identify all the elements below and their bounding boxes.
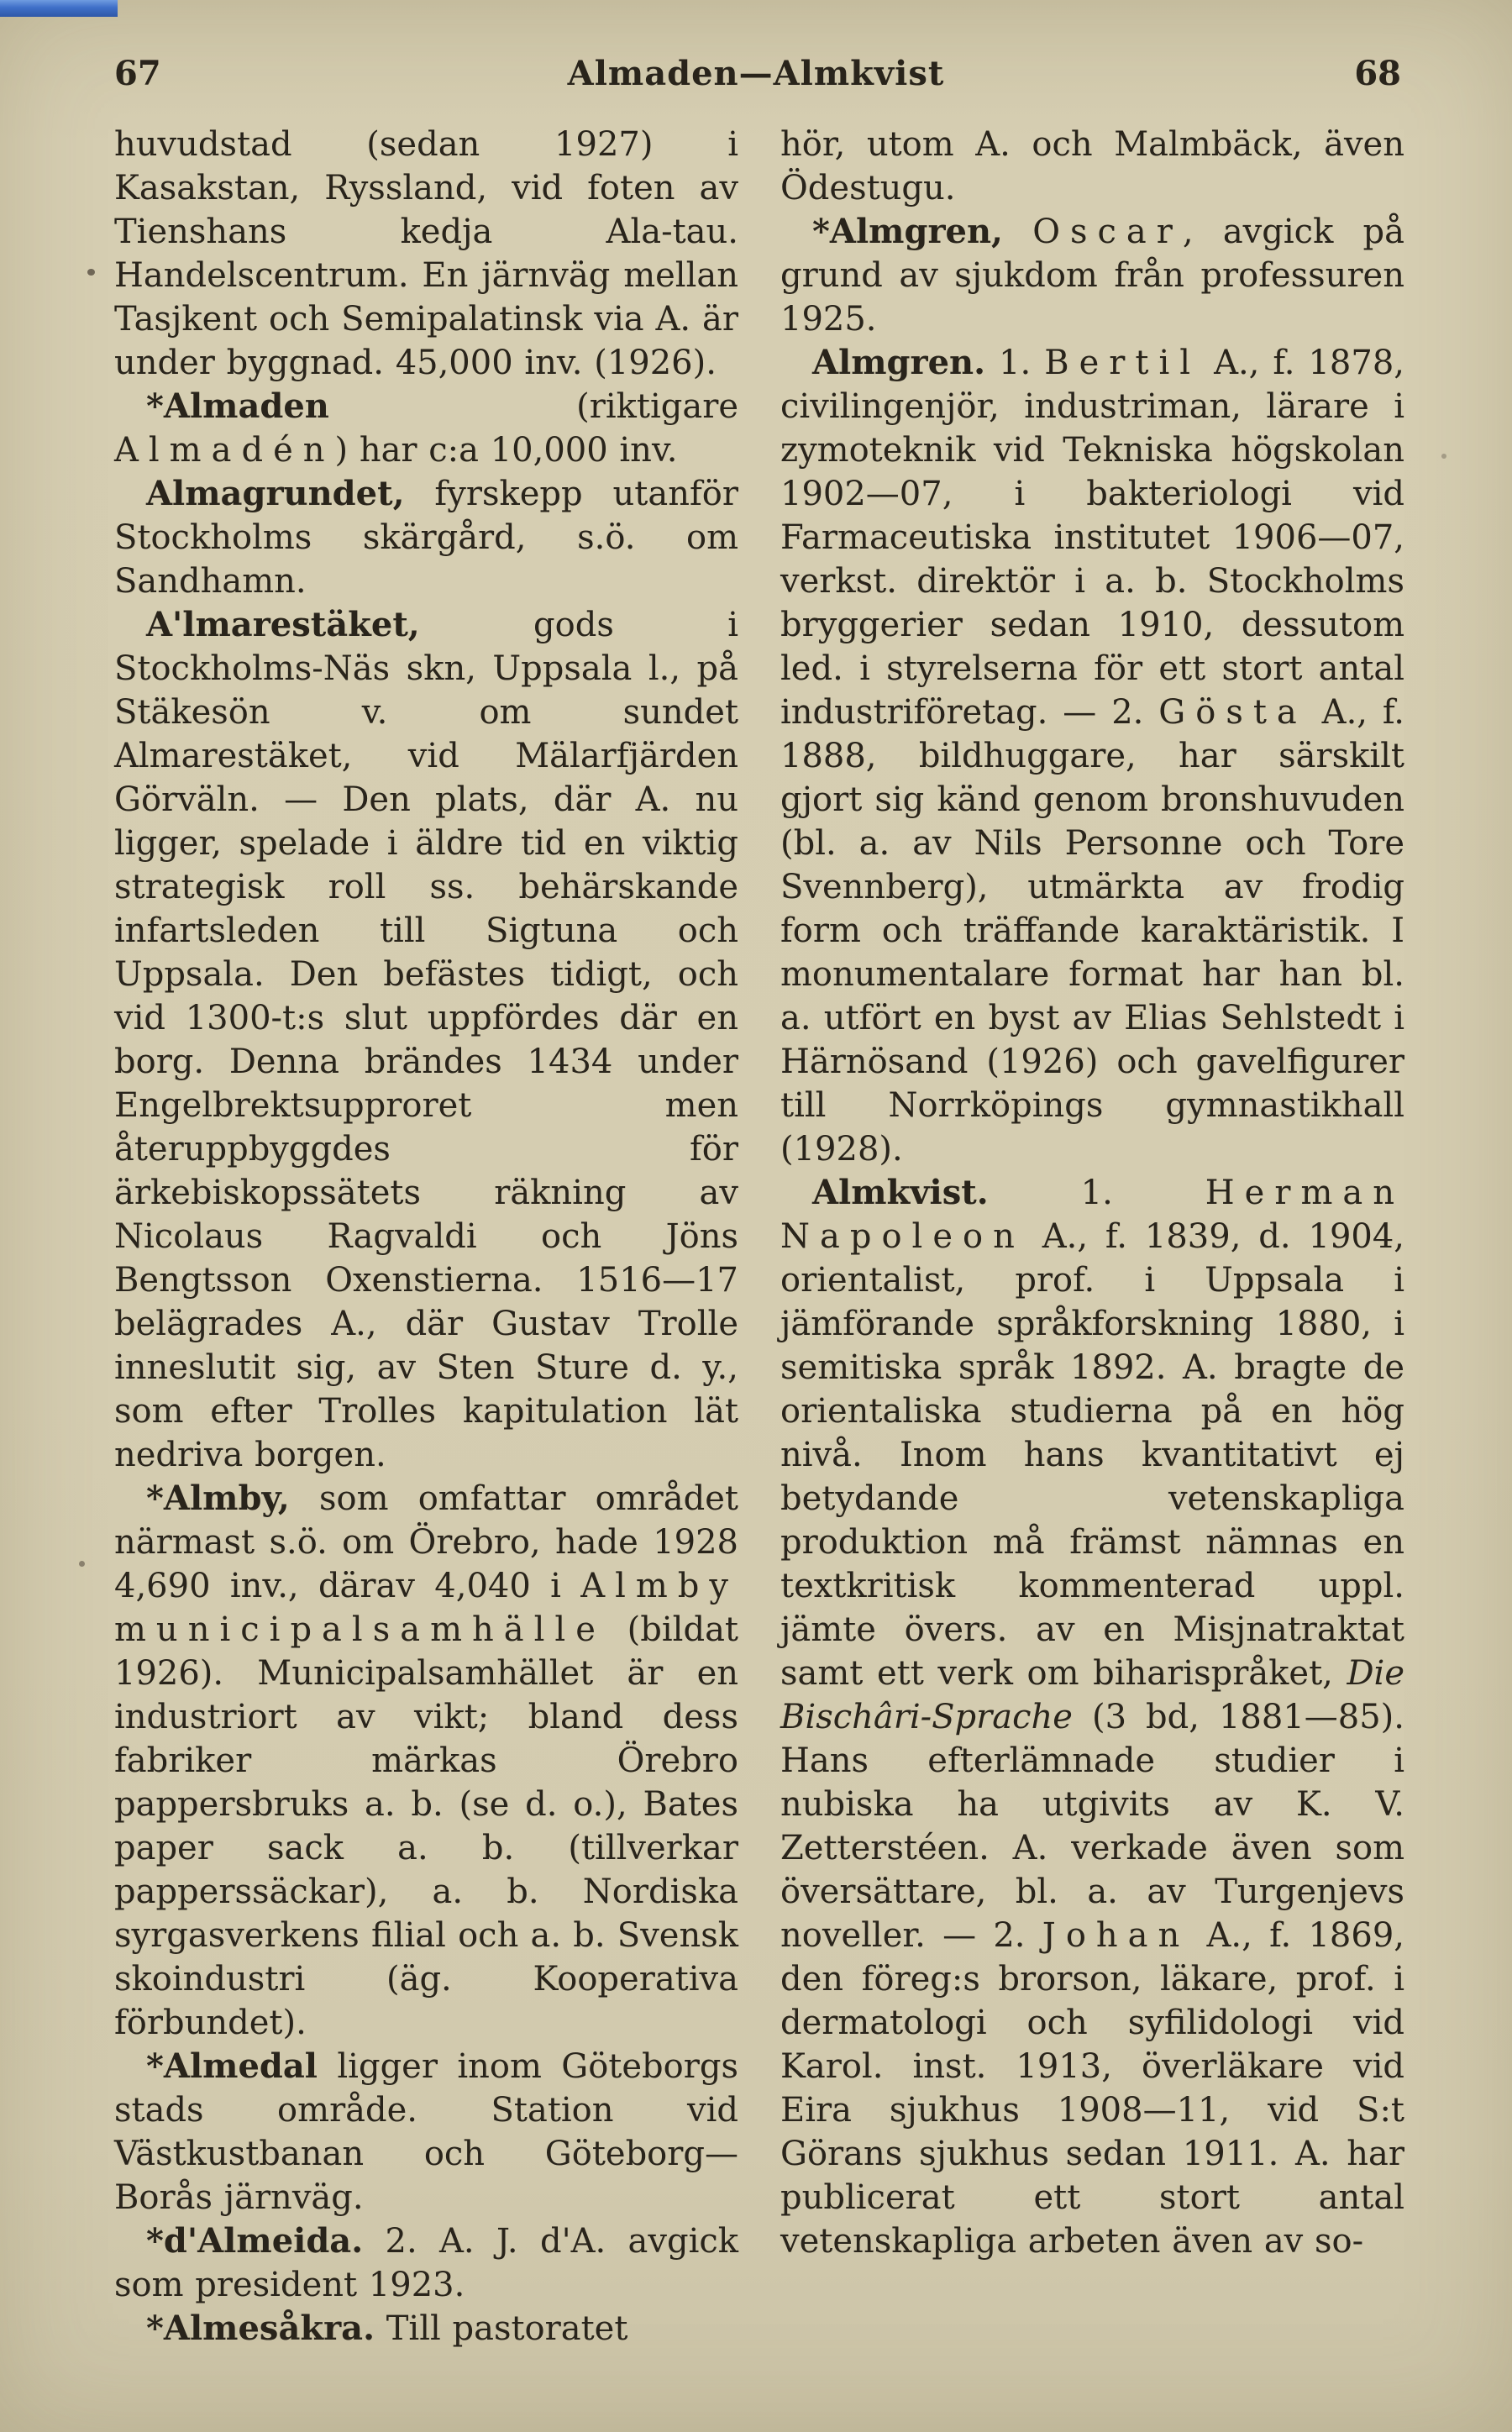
right-column	[780, 123, 1404, 2351]
scan-speck	[87, 269, 95, 276]
text-run: gods i Stockholms-Näs skn, Uppsala l., på Stäkesön v. om sundet Almarestäket, vid Mälarfjärden Görväln. — Den plats, där A. nu ligger, spelade i äldre tid en viktig strategisk roll ss. behärskande infartsleden till Sigtuna och Uppsala. Den befästes tidigt, och vid 1300-t:s slut uppfördes där en borg. Denna brändes 1434 under Engelbrektsupproret men återuppbyggdes för ärkebiskopssätets räkning av Nicolaus Ragvaldi och Jöns Bengtsson Oxenstierna. 1516—17 belägrades A., där Gustav Trolle inneslutit sig, av Sten Sture d. y., som efter Trolles kapitulation lät nedriva borgen.	[114, 606, 738, 1474]
text-run	[1003, 213, 1032, 251]
entry-headword: *Almaden	[146, 386, 329, 426]
paragraph	[114, 472, 738, 603]
spaced-name: Almby municipalsamhälle	[114, 1567, 738, 1649]
text-run: A., f. 1839, d. 1904, orientalist, prof. i Uppsala i jämförande språkforskning 1880, i semitiska språk 1892. A. bragte de orientaliska studierna på en hög nivå. Inom hans kvantitativt ej betydande vetenskapliga produktion må främst nämnas en textkritisk kommenterad uppl. jämte övers. av en Misjnatraktat samt ett verk om biharispråket,	[780, 1217, 1404, 1693]
paragraph	[114, 123, 738, 385]
paragraph	[114, 603, 738, 1477]
entry-headword: A'lmarestäket,	[146, 605, 420, 644]
spaced-name: Bertil	[1044, 344, 1201, 382]
paragraph	[780, 1171, 1404, 2263]
text-run: (bildat 1926). Municipalsamhället är en industriort av vikt; bland dess fabriker märkas Örebro pappersbruks a. b. (se d. o.), Bates paper sack a. b. (tillverkar papperssäckar), a. b. Nordiska syrgasverkens filial och a. b. Svensk skoindustri (äg. Kooperativa förbundet).	[114, 1610, 738, 2042]
entry-headword: *Almgren,	[812, 212, 1003, 251]
text-run: (riktigare	[328, 387, 738, 426]
paragraph	[114, 2307, 738, 2351]
text-run: A., f. 1888, bildhuggare, har särskilt gjort sig känd genom bronshuvuden (bl. a. av Nils Personne och Tore Svennberg), utmärkta av frodig form och träffande karaktäristik. I monumentalare format har han bl. a. utfört en byst av Elias Sehlstedt i Härnösand (1926) och gavelfigurer till Norrköpings gymnastikhall (1928).	[780, 693, 1405, 1169]
paragraph	[780, 341, 1404, 1171]
page-number-left: 67	[114, 54, 161, 93]
spaced-name: Herman Napoleon	[780, 1174, 1404, 1256]
text-run: , avgick på grund av sjukdom från professuren 1925.	[780, 213, 1404, 339]
text-run: huvudstad (sedan 1927) i Kasakstan, Ryssland, vid foten av Tienshans kedja Ala-tau. Handelscentrum. En järnväg mellan Tasjkent och Semipalatinsk via A. är under byggnad. 45,000 inv. (1926).	[114, 125, 738, 382]
italic-title: Die Bischâri-Sprache	[780, 1654, 1404, 1736]
page-header	[0, 0, 1512, 101]
text-run: A., f. 1869, den föreg:s brorson, läkare, prof. i dermatologi och syfilidologi vid Karol. inst. 1913, överläkare vid Eira sjukhus 1908—11, vid S:t Görans sjukhus sedan 1911. A. har publicerat ett stort antal vetenskapliga arbeten även av so-	[780, 1916, 1404, 2261]
entry-headword: *Almedal	[146, 2046, 318, 2086]
paragraph	[780, 123, 1404, 210]
text-run: A., f. 1878, civilingenjör, industriman, lärare i zymoteknik vid Tekniska högskolan 1902—07, i bakteriologi vid Farmaceutiska institutet 1906—07, verkst. direktör i a. b. Stockholms bryggerier sedan 1910, dessutom led. i styrelserna för ett stort antal industriföretag. — 2.	[780, 344, 1404, 732]
text-run: hör, utom A. och Malmbäck, även Ödestugu.	[780, 125, 1404, 207]
paragraph	[114, 1477, 738, 2045]
text-run: fyrskepp utanför Stockholms skärgård, s.ö. om Sandhamn.	[114, 475, 738, 601]
entry-headword: *d'Almeida.	[146, 2221, 364, 2261]
spaced-name: Almadén	[114, 431, 335, 470]
text-run: ) har c:a 10,000 inv.	[334, 431, 678, 470]
text-run: 1.	[985, 344, 1045, 382]
page-header-title: Almaden—Almkvist	[567, 54, 945, 93]
text-run: 1.	[988, 1174, 1205, 1212]
paragraph	[114, 385, 738, 472]
scan-speck	[1441, 454, 1446, 459]
text-run: 2. A. J. d'A. avgick som president 1923.	[114, 2222, 738, 2304]
entry-headword: Almagrundet,	[146, 474, 405, 513]
page-number-right: 68	[1354, 54, 1401, 93]
paragraph	[114, 2045, 738, 2219]
left-column	[114, 123, 738, 2351]
text-run: ligger inom Göteborgs stads område. Station vid Västkustbanan och Göteborg—Borås järnväg.	[114, 2047, 738, 2217]
paragraph	[780, 210, 1404, 341]
entry-headword: Almgren.	[812, 343, 986, 382]
text-run: (3 bd, 1881—85). Hans efterlämnade studier i nubiska ha utgivits av K. V. Zetterstéen. A. verkade även som översättare, bl. a. av Turgenjevs noveller. — 2.	[780, 1698, 1404, 1955]
spaced-name: Oscar	[1032, 213, 1183, 251]
text-run: som omfattar området närmast s.ö. om Örebro, hade 1928 4,690 inv., därav 4,040 i	[114, 1479, 738, 1605]
scan-speck	[79, 1561, 85, 1567]
spaced-name: Gösta	[1158, 693, 1307, 732]
paragraph	[114, 2219, 738, 2307]
text-columns	[0, 101, 1512, 2351]
spaced-name: Johan	[1042, 1916, 1190, 1955]
text-run: Till pastoratet	[375, 2309, 628, 2348]
entry-headword: Almkvist.	[812, 1173, 989, 1212]
entry-headword: *Almby,	[146, 1479, 290, 1518]
entry-headword: *Almesåkra.	[146, 2309, 375, 2348]
